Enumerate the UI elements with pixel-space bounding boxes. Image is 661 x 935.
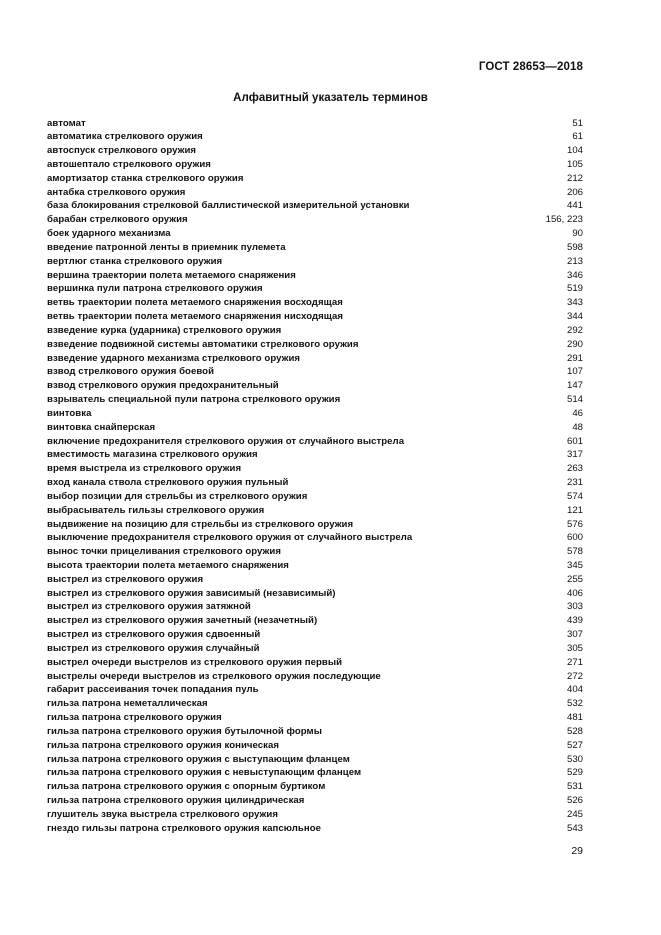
index-page-ref: 105 <box>566 158 583 170</box>
index-entry <box>47 780 583 794</box>
index-term: гильза патрона стрелкового оружия с выступающим фланцем <box>47 753 350 765</box>
index-entry <box>47 144 583 158</box>
index-page-ref: 104 <box>566 145 583 157</box>
index-page-ref: 156, 223 <box>545 214 583 226</box>
index-entry <box>47 739 583 753</box>
index-page-ref: 532 <box>566 698 583 710</box>
index-term: вершина траектории полета метаемого снаряжения <box>47 269 296 281</box>
index-entry <box>47 614 583 628</box>
index-term: выстрелы очереди выстрелов из стрелкового оружия последующие <box>47 670 381 682</box>
index-term: выстрел из стрелкового оружия случайный <box>47 642 260 654</box>
index-term: амортизатор станка стрелкового оружия <box>47 172 244 184</box>
index-entry <box>47 448 583 462</box>
index-term: автошептало стрелкового оружия <box>47 158 211 170</box>
index-entry <box>47 269 583 283</box>
index-term: габарит рассеивания точек попадания пуль <box>47 684 259 696</box>
index-page-ref: 271 <box>566 656 583 668</box>
index-page-ref: 343 <box>566 297 583 309</box>
index-entry <box>47 213 583 227</box>
index-page-ref: 61 <box>572 131 583 143</box>
term-index-list <box>47 117 583 836</box>
index-page-ref: 107 <box>566 366 583 378</box>
index-entry <box>47 794 583 808</box>
index-term: ветвь траектории полета метаемого снаряжения нисходящая <box>47 311 344 323</box>
index-entry <box>47 379 583 393</box>
index-entry <box>47 186 583 200</box>
index-page-ref: 121 <box>566 504 583 516</box>
index-term: выбор позиции для стрельбы из стрелкового оружия <box>47 490 308 502</box>
index-term: включение предохранителя стрелкового оружия от случайного выстрела <box>47 435 405 447</box>
index-page-ref: 90 <box>572 228 583 240</box>
index-page-ref: 231 <box>566 477 583 489</box>
index-term: гнездо гильзы патрона стрелкового оружия капсюльное <box>47 822 322 834</box>
index-entry <box>47 241 583 255</box>
index-term: выстрел из стрелкового оружия сдвоенный <box>47 629 261 641</box>
index-term: взведение ударного механизма стрелкового оружия <box>47 352 301 364</box>
index-page-ref: 345 <box>566 560 583 571</box>
index-entry <box>47 822 583 836</box>
index-page-ref: 245 <box>566 808 583 820</box>
index-page-ref: 213 <box>566 255 583 267</box>
index-term: вход канала ствола стрелкового оружия пульный <box>47 477 289 489</box>
index-term: гильза патрона стрелкового оружия с опорным буртиком <box>47 781 326 793</box>
index-page-ref: 206 <box>566 186 583 198</box>
index-term: вынос точки прицеливания стрелкового оружия <box>47 546 281 558</box>
index-term: ветвь траектории полета метаемого снаряжения восходящая <box>47 297 343 309</box>
index-page-ref: 526 <box>566 795 583 807</box>
index-entry <box>47 587 583 601</box>
index-entry <box>47 117 583 131</box>
index-entry <box>47 476 583 490</box>
index-term: боек ударного механизма <box>47 228 171 240</box>
index-page-ref: 317 <box>566 449 583 461</box>
index-term: автомат <box>47 117 86 129</box>
index-entry <box>47 282 583 296</box>
index-page-ref: 263 <box>566 463 583 475</box>
index-term: гильза патрона стрелкового оружия коническая <box>47 739 280 751</box>
index-entry <box>47 407 583 421</box>
index-page-ref: 481 <box>566 712 583 724</box>
index-entry <box>47 462 583 476</box>
index-term: гильза патрона стрелкового оружия цилиндрическая <box>47 795 305 807</box>
index-entry <box>47 600 583 614</box>
index-entry <box>47 697 583 711</box>
index-term: вертлюг станка стрелкового оружия <box>47 255 223 267</box>
index-entry <box>47 296 583 310</box>
index-entry <box>47 130 583 144</box>
index-term: выдвижение на позицию для стрельбы из стрелкового оружия <box>47 518 354 530</box>
index-term: вместимость магазина стрелкового оружия <box>47 449 258 461</box>
index-entry <box>47 628 583 642</box>
index-page-ref: 255 <box>566 573 583 585</box>
index-entry <box>47 338 583 352</box>
index-page-ref: 439 <box>566 615 583 627</box>
index-title: Алфавитный указатель терминов <box>233 92 428 104</box>
index-term: винтовка снайперская <box>47 421 156 433</box>
index-page-ref: 51 <box>572 117 583 129</box>
index-entry <box>47 421 583 435</box>
index-entry <box>47 683 583 697</box>
index-term: гильза патрона стрелкового оружия бутылочной формы <box>47 725 322 737</box>
index-term: выбрасыватель гильзы стрелкового оружия <box>47 504 265 516</box>
index-entry <box>47 808 583 822</box>
index-page-ref: 290 <box>566 338 583 350</box>
index-page-ref: 576 <box>566 518 583 530</box>
index-term: база блокирования стрелковой баллистической измерительной установки <box>47 200 410 212</box>
index-entry <box>47 559 583 573</box>
index-entry <box>47 172 583 186</box>
index-term: гильза патрона стрелкового оружия <box>47 712 222 724</box>
index-entry <box>47 324 583 338</box>
index-page-ref: 529 <box>566 767 583 779</box>
index-term: глушитель звука выстрела стрелкового оружия <box>47 808 279 820</box>
index-page-ref: 305 <box>566 642 583 654</box>
index-page-ref: 344 <box>566 311 583 323</box>
index-entry <box>47 490 583 504</box>
index-term: высота траектории полета метаемого снаряжения <box>47 560 289 571</box>
index-entry <box>47 518 583 532</box>
index-term: выключение предохранителя стрелкового оружия от случайного выстрела <box>47 532 413 544</box>
document-code: ГОСТ 28653—2018 <box>478 61 583 73</box>
index-page-ref: 404 <box>566 684 583 696</box>
index-entry <box>47 435 583 449</box>
index-term: антабка стрелкового оружия <box>47 186 186 198</box>
index-term: взвод стрелкового оружия боевой <box>47 366 215 378</box>
index-page-ref: 291 <box>566 352 583 364</box>
page-number: 29 <box>571 845 583 857</box>
index-entry <box>47 310 583 324</box>
index-term: винтовка <box>47 407 92 419</box>
index-page-ref: 601 <box>566 435 583 447</box>
index-page-ref: 514 <box>566 394 583 406</box>
index-term: время выстрела из стрелкового оружия <box>47 463 242 475</box>
index-term: автоматика стрелкового оружия <box>47 131 203 143</box>
index-term: введение патронной ленты в приемник пулемета <box>47 241 286 253</box>
index-page-ref: 543 <box>566 822 583 834</box>
index-term: выстрел из стрелкового оружия зависимый (независимый) <box>47 587 336 599</box>
index-entry <box>47 393 583 407</box>
index-entry <box>47 504 583 518</box>
index-page-ref: 441 <box>566 200 583 212</box>
index-page-ref: 346 <box>566 269 583 281</box>
index-page-ref: 578 <box>566 546 583 558</box>
index-term: выстрел из стрелкового оружия <box>47 573 204 585</box>
index-entry <box>47 199 583 213</box>
index-entry <box>47 711 583 725</box>
index-page-ref: 528 <box>566 725 583 737</box>
index-page-ref: 530 <box>566 753 583 765</box>
index-page-ref: 531 <box>566 781 583 793</box>
index-term: барабан стрелкового оружия <box>47 214 188 226</box>
index-term: взрыватель специальной пули патрона стрелкового оружия <box>47 394 341 406</box>
index-page-ref: 307 <box>566 629 583 641</box>
index-page-ref: 272 <box>566 670 583 682</box>
index-entry <box>47 656 583 670</box>
index-term: гильза патрона неметаллическая <box>47 698 208 710</box>
index-term: взведение подвижной системы автоматики стрелкового оружия <box>47 338 359 350</box>
index-entry <box>47 531 583 545</box>
index-page-ref: 574 <box>566 490 583 502</box>
index-term: выстрел из стрелкового оружия затяжной <box>47 601 251 613</box>
index-page-ref: 48 <box>572 421 583 433</box>
index-entry <box>47 642 583 656</box>
index-term: выстрел из стрелкового оружия зачетный (незачетный) <box>47 615 318 627</box>
index-page-ref: 598 <box>566 241 583 253</box>
index-term: выстрел очереди выстрелов из стрелкового оружия первый <box>47 656 343 668</box>
index-page-ref: 519 <box>566 283 583 295</box>
index-entry <box>47 753 583 767</box>
index-entry <box>47 725 583 739</box>
index-term: гильза патрона стрелкового оружия с невыступающим фланцем <box>47 767 362 779</box>
index-entry <box>47 670 583 684</box>
index-entry <box>47 545 583 559</box>
index-page-ref: 46 <box>572 407 583 419</box>
index-entry <box>47 227 583 241</box>
index-entry <box>47 255 583 269</box>
index-term: автоспуск стрелкового оружия <box>47 145 197 157</box>
index-term: взведение курка (ударника) стрелкового оружия <box>47 324 282 336</box>
index-entry <box>47 766 583 780</box>
index-entry <box>47 365 583 379</box>
index-term: взвод стрелкового оружия предохранительный <box>47 380 279 392</box>
index-page-ref: 600 <box>566 532 583 544</box>
index-entry <box>47 573 583 587</box>
index-entry <box>47 352 583 366</box>
index-page-ref: 303 <box>566 601 583 613</box>
index-page-ref: 527 <box>566 739 583 751</box>
index-entry <box>47 158 583 172</box>
index-page-ref: 212 <box>566 172 583 184</box>
index-term: вершинка пули патрона стрелкового оружия <box>47 283 263 295</box>
index-page-ref: 292 <box>566 324 583 336</box>
index-page-ref: 147 <box>566 380 583 392</box>
index-page-ref: 406 <box>566 587 583 599</box>
